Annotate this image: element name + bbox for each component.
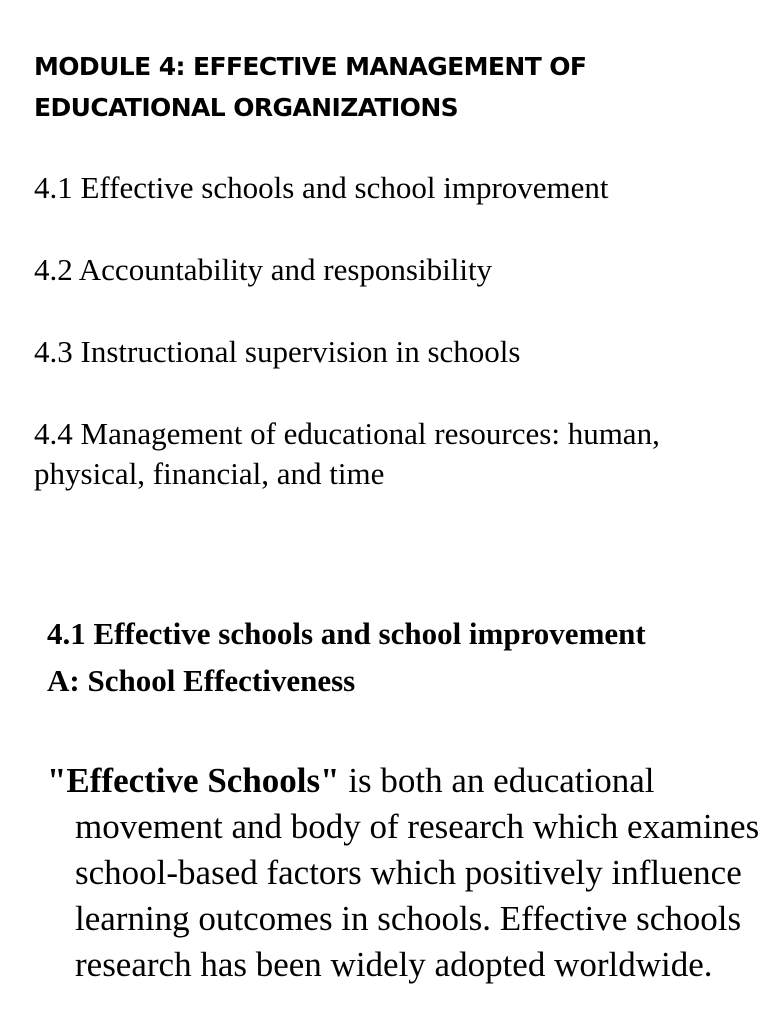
toc-item-4-4: 4.4 Management of educational resources: human, physical, financial, and time [34, 416, 660, 491]
section-subheading: A: School Effectiveness [47, 663, 356, 698]
toc-item-4-3: 4.3 Instructional supervision in schools [34, 334, 521, 369]
toc-item-4-1: 4.1 Effective schools and school improvement [34, 170, 609, 205]
paragraph-text: is both an educational movement and body of research which examines school-based factors which positively influence learning outcomes in schools. Effective schools research has been widely adopted worldwide. [75, 761, 760, 984]
body-paragraph [47, 758, 768, 988]
section-heading: 4.1 Effective schools and school improvement [47, 616, 646, 651]
module-title: MODULE 4: EFFECTIVE MANAGEMENT OF EDUCATIONAL ORGANIZATIONS [34, 52, 587, 122]
toc-item-4-2: 4.2 Accountability and responsibility [34, 252, 493, 287]
paragraph-lead-term: "Effective Schools" [47, 761, 340, 800]
